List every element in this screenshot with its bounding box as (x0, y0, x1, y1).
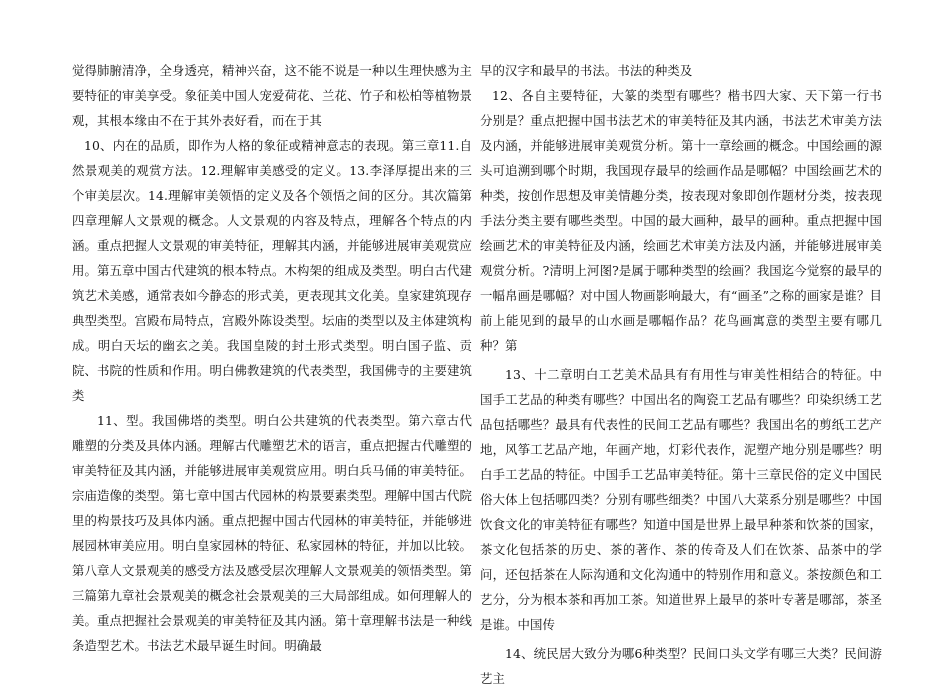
left-paragraph-3: 11、型。我国佛塔的类型。明白公共建筑的代表类型。第六章古代雕塑的分类及具体内涵。理解古代雕塑艺术的语言，重点把握古代雕塑的审美特征及其内涵，并能够进展审美观赏应用。明白兵马俑的审美特征。宗庙造像的类型。第七章中国古代园林的构景要素类型。理解中国古代院里的构景技巧及具体内涵。重点把握中国古代园林的审美特征，并能够进展园林审美应用。明白皇家园林的特征、私家园林的特征，并加以比较。第八章人文景观美的感受方法及感受层次理解人文景观美的领悟类型。第三篇第九章社会景观美的概念社会景观美的三大局部组成。如何理解人的美。重点把握社会景观美的审美特征及其内涵。第十章理解书法是一种线条造型艺术。书法艺术最早诞生时间。明确最 (72, 413, 472, 653)
left-paragraph-2: 10、内在的品质，即作为人格的象征或精神意志的表现。第三章11.自然景观美的观赏方法。12.理解审美感受的定义。13.李泽厚提出来的三个审美层次。14.理解审美领悟的定义及各个领悟之间的区分。其次篇第四章理解人文景观的概念。人文景观的内容及特点，理解各个特点的内涵。重点把握人文景观的审美特征，理解其内涵，并能够进展审美观赏应用。第五章中国古代建筑的根本特点。木构架的组成及类型。明白古代建筑艺术美感，通常表如今静态的形式美，更表现其文化美。皇家建筑现存典型类型。宫殿布局特点，宫殿外陈设类型。坛庙的类型以及主体建筑构成。明白天坛的幽玄之美。我国皇陵的封土形式类型。明白国子监、贡院、书院的性质和作用。明白佛教建筑的代表类型，我国佛寺的主要建筑类 (72, 138, 472, 403)
left-text-column (72, 58, 472, 658)
right-paragraph-4: 14、统民居大致分为哪6种类型？民间口头文学有哪三大类？民间游艺主 (480, 646, 882, 686)
right-paragraph-1: 早的汉字和最早的书法。书法的种类及 (480, 63, 693, 78)
right-text-column (480, 58, 882, 691)
right-paragraph-3: 13、十二章明白工艺美术品具有有用性与审美性相结合的特征。中国手工艺品的种类有哪些？中国出名的陶瓷工艺品有哪些？印染织绣工艺品包括哪些？最具有代表性的民间工艺品有哪些？我国出名的剪纸工艺产地，风筝工艺品产地，年画产地，灯彩代表作，泥塑产地分别是哪些？明白手工艺品的特征。中国手工艺品审美特征。第十三章民俗的定义中国民俗大体上包括哪四类？分别有哪些细类？中国八大菜系分别是哪些？中国饮食文化的审美特征有哪些？知道中国是世界上最早种茶和饮茶的国家，茶文化包括茶的历史、茶的著作、茶的传奇及人们在饮茶、品茶中的学问，还包括茶在人际沟通和文化沟通中的特别作用和意义。茶按颜色和工艺分，分为根本茶和再加工茶。知道世界上最早的茶叶专著是哪部，茶圣是谁。中国传 (480, 367, 882, 632)
left-paragraph-1: 觉得肺腑清净，全身透亮，精神兴奋，这不能不说是一种以生理快感为主要特征的审美享受。象征美中国人宠爱荷花、兰花、竹子和松柏等植物景观，其根本缘由不在于其外表好看，而在于其 (72, 63, 472, 128)
right-paragraph-2: 12、各自主要特征，大篆的类型有哪些？楷书四大家、天下第一行书分别是？重点把握中国书法艺术的审美特征及其内涵，书法艺术审美方法及内涵，并能够进展审美观赏分析。第十一章绘画的概念。中国绘画的源头可追溯到哪个时期，我国现存最早的绘画作品是哪幅？中国绘画艺术的种类，按创作思想及审美情趣分类，按表现对象即创作题材分类，按表现手法分类主要有哪些类型。中国的最大画种，最早的画种。重点把握中国绘画艺术的审美特征及内涵，绘画艺术审美方法及内涵，并能够进展审美观赏分析。?清明上河图?是属于哪种类型的绘画？我国迄今觉察的最早的一幅帛画是哪幅？对中国人物画影响最大，有“画圣”之称的画家是谁？目前上能见到的最早的山水画是哪幅作品？花鸟画寓意的类型主要有哪几种？第 (480, 88, 882, 353)
